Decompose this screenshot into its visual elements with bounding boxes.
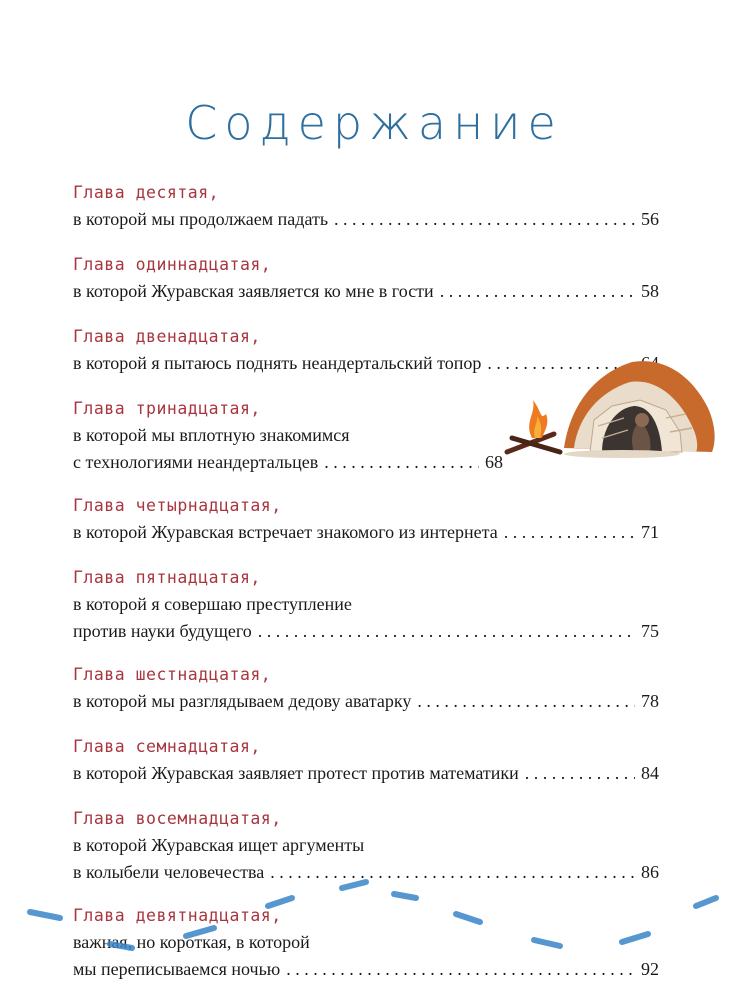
chapter-subtitle-line xyxy=(73,278,659,305)
chapter-subtitle: в которой мы продолжаем падать xyxy=(73,209,329,229)
chapter-subtitle: в колыбели человечества xyxy=(73,862,265,882)
page-number: 84 xyxy=(641,763,659,783)
chapter-subtitle: важная, но короткая, в которой xyxy=(73,932,310,952)
chapter-subtitle-line xyxy=(73,591,659,618)
dot-leader xyxy=(440,278,635,305)
chapter-subtitle-line xyxy=(73,618,659,645)
dot-leader xyxy=(504,519,635,546)
page-number: 68 xyxy=(485,452,503,472)
chapter-subtitle: мы переписываемся ночью xyxy=(73,959,281,979)
chapter-subtitle: в которой Журавская заявляется ко мне в гости xyxy=(73,281,434,301)
chapter-subtitle: в которой Журавская ищет аргументы xyxy=(73,835,365,855)
chapter-title: Глава тринадцатая, xyxy=(73,399,261,418)
chapter-subtitle-line xyxy=(73,519,659,546)
chapter-title: Глава одиннадцатая, xyxy=(73,255,272,274)
page-number: 92 xyxy=(641,959,659,979)
page-number: 86 xyxy=(641,862,659,882)
toc-entry[interactable] xyxy=(73,734,659,806)
chapter-subtitle-line xyxy=(73,449,503,476)
chapter-subtitle: в которой я совершаю преступление xyxy=(73,594,352,614)
chapter-title: Глава десятая, xyxy=(73,183,220,202)
chapter-subtitle: с технологиями неандертальцев xyxy=(73,452,319,472)
chapter-subtitle: в которой мы вплотную знакомимся xyxy=(73,425,350,445)
chapter-subtitle-line xyxy=(73,206,659,233)
dot-leader xyxy=(525,760,635,787)
toc-entry[interactable] xyxy=(73,180,659,252)
page-number: 58 xyxy=(641,281,659,301)
page-title: Содержание xyxy=(185,96,563,150)
chapter-subtitle: в которой Журавская заявляет протест против математики xyxy=(73,763,519,783)
dot-leader xyxy=(258,618,635,645)
dot-leader xyxy=(334,206,635,233)
page-number: 71 xyxy=(641,522,659,542)
chapter-subtitle-line xyxy=(73,760,659,787)
chapter-title: Глава девятнадцатая, xyxy=(73,906,282,925)
chapter-title: Глава четырнадцатая, xyxy=(73,496,282,515)
chapter-subtitle: в которой мы разглядываем дедову аватарку xyxy=(73,691,412,711)
neanderthal-cave-illustration xyxy=(502,348,722,460)
toc-entry[interactable] xyxy=(73,565,659,662)
chapter-title: Глава шестнадцатая, xyxy=(73,665,272,684)
toc-entry[interactable] xyxy=(73,662,659,734)
campfire-illustration xyxy=(507,400,560,452)
chapter-title: Глава пятнадцатая, xyxy=(73,568,261,587)
chapter-title: Глава восемнадцатая, xyxy=(73,809,282,828)
toc-entry[interactable] xyxy=(73,493,659,565)
chapter-subtitle: против науки будущего xyxy=(73,621,252,641)
chapter-subtitle-line xyxy=(73,688,659,715)
chapter-subtitle-line xyxy=(73,832,659,859)
chapter-subtitle: в которой Журавская встречает знакомого из интернета xyxy=(73,522,498,542)
dot-leader xyxy=(417,688,635,715)
toc-entry[interactable] xyxy=(73,252,659,324)
page-number: 75 xyxy=(641,621,659,641)
chapter-subtitle: в которой я пытаюсь поднять неандертальский топор xyxy=(73,353,482,373)
page-number: 56 xyxy=(641,209,659,229)
chapter-title: Глава семнадцатая, xyxy=(73,737,261,756)
wave-strokes-decoration xyxy=(0,870,748,980)
chapter-title: Глава двенадцатая, xyxy=(73,327,261,346)
dot-leader xyxy=(324,449,479,476)
page-number: 78 xyxy=(641,691,659,711)
